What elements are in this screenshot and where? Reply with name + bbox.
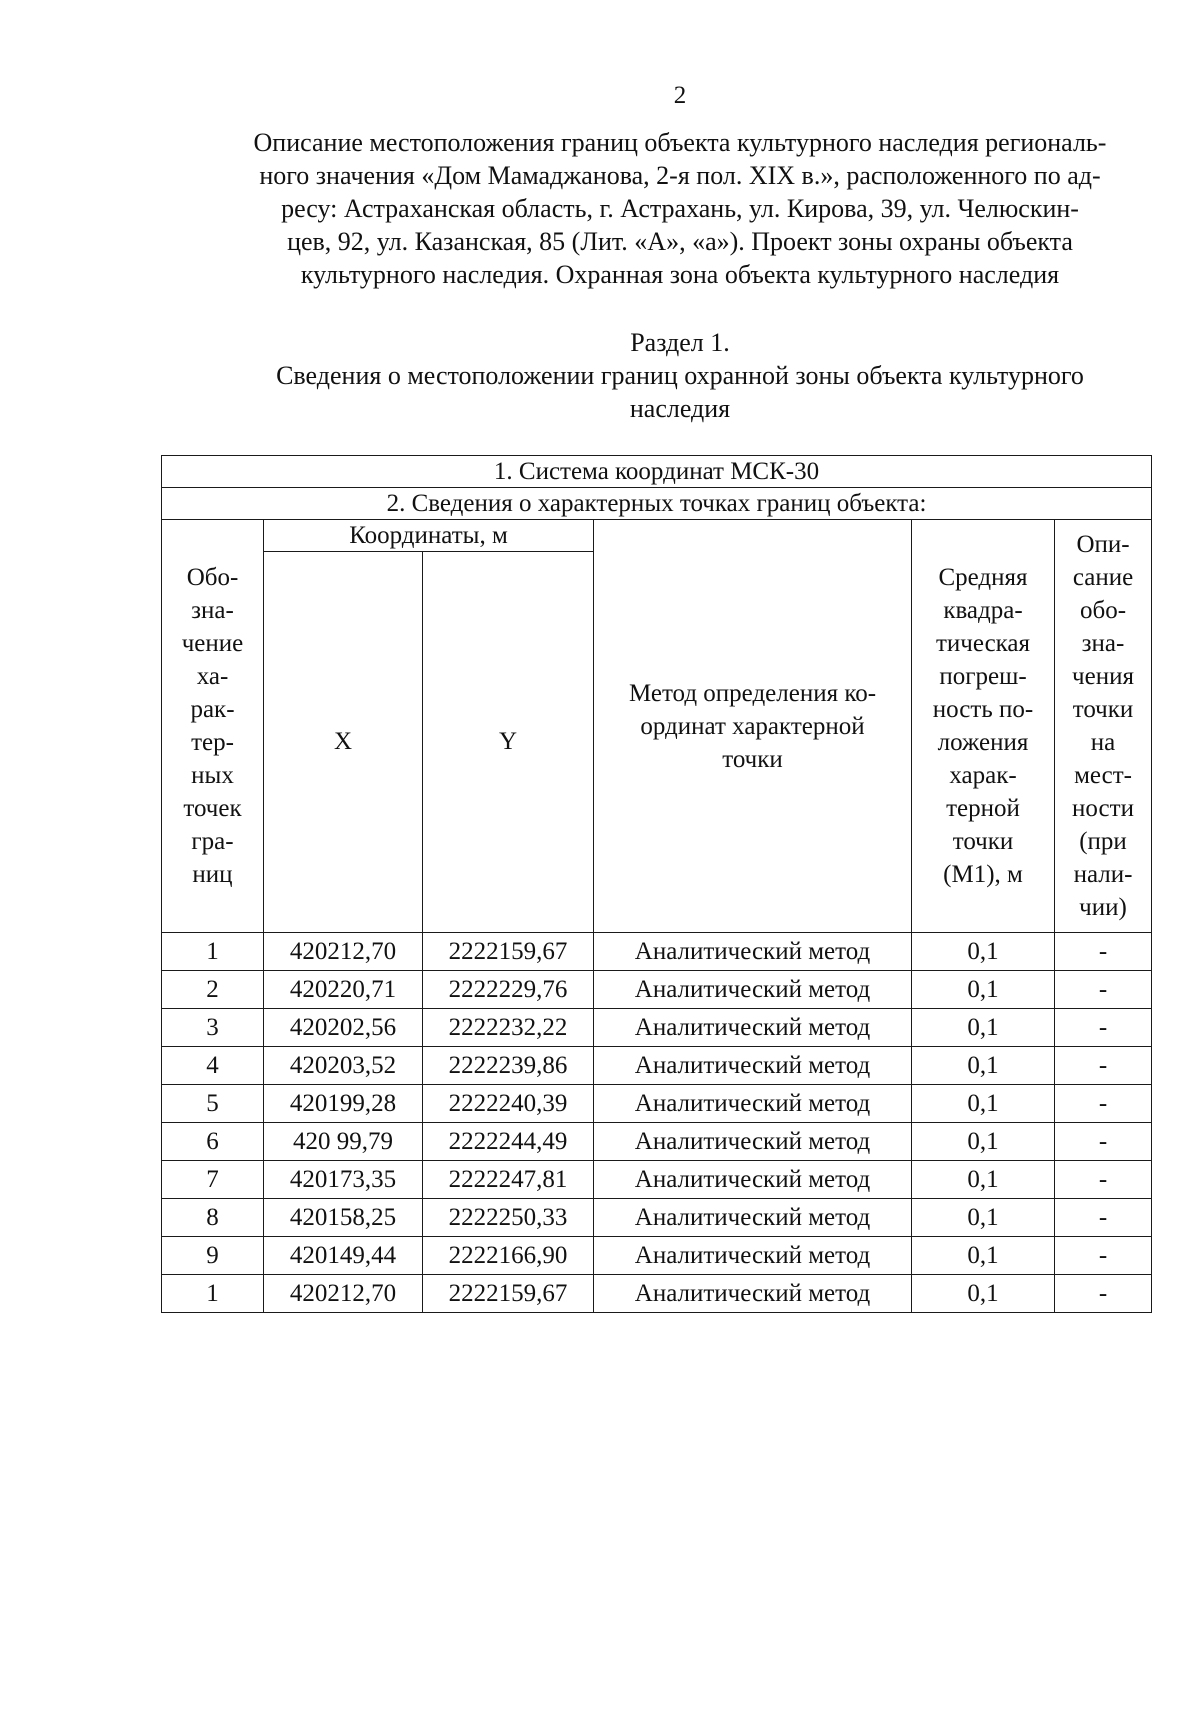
error-header: Средняя квадра- тическая погреш- ность по- ложения харак- терной точки (М1), м [912, 520, 1055, 933]
point-number-cell: 7 [162, 1161, 264, 1199]
error-cell: 0,1 [912, 1237, 1055, 1275]
description-cell: - [1055, 1123, 1152, 1161]
y-coordinate-cell: 2222229,76 [423, 971, 594, 1009]
section-title-line: Сведения о местоположении границ охранной зоны объекта культурного [276, 361, 1084, 390]
method-cell: Аналитический метод [594, 1161, 912, 1199]
y-coordinate-cell: 2222159,67 [423, 1275, 594, 1313]
x-header: X [264, 552, 423, 933]
y-coordinate-cell: 2222239,86 [423, 1047, 594, 1085]
method-cell: Аналитический метод [594, 971, 912, 1009]
document-title [200, 126, 1160, 291]
point-number-cell: 4 [162, 1047, 264, 1085]
point-number-cell: 6 [162, 1123, 264, 1161]
designation-header: Обо- зна- чение ха- рак- тер- ных точек гра- ниц [162, 520, 264, 933]
method-cell: Аналитический метод [594, 1047, 912, 1085]
error-cell: 0,1 [912, 1199, 1055, 1237]
error-cell: 0,1 [912, 1275, 1055, 1313]
x-coordinate-cell: 420220,71 [264, 971, 423, 1009]
section-title-line: наследия [629, 394, 731, 423]
table-row [162, 1237, 1152, 1275]
error-cell: 0,1 [912, 1085, 1055, 1123]
description-cell: - [1055, 933, 1152, 971]
document-title-line: культурного наследия. Охранная зона объекта культурного наследия [300, 260, 1060, 289]
x-coordinate-cell: 420212,70 [264, 933, 423, 971]
description-cell: - [1055, 1199, 1152, 1237]
document-title-line: цев, 92, ул. Казанская, 85 (Лит. «А», «а»). Проект зоны охраны объекта [287, 227, 1073, 256]
table-row [162, 1199, 1152, 1237]
description-header: Опи- сание обо- зна- чения точки на мест- ности (при нали- чии) [1055, 520, 1152, 933]
points-heading-cell: 2. Сведения о характерных точках границ объекта: [162, 488, 1152, 520]
point-number-cell: 1 [162, 1275, 264, 1313]
point-number-cell: 5 [162, 1085, 264, 1123]
point-number-cell: 9 [162, 1237, 264, 1275]
x-coordinate-cell: 420158,25 [264, 1199, 423, 1237]
error-cell: 0,1 [912, 971, 1055, 1009]
section-label: Раздел 1. [630, 328, 730, 357]
x-coordinate-cell: 420199,28 [264, 1085, 423, 1123]
x-coordinate-cell: 420203,52 [264, 1047, 423, 1085]
method-cell: Аналитический метод [594, 1237, 912, 1275]
y-coordinate-cell: 2222250,33 [423, 1199, 594, 1237]
method-cell: Аналитический метод [594, 1199, 912, 1237]
method-cell: Аналитический метод [594, 1123, 912, 1161]
table-row [162, 1009, 1152, 1047]
description-cell: - [1055, 1237, 1152, 1275]
error-cell: 0,1 [912, 1047, 1055, 1085]
description-cell: - [1055, 1047, 1152, 1085]
method-cell: Аналитический метод [594, 1009, 912, 1047]
page-number: 2 [673, 82, 687, 109]
table-row [162, 1161, 1152, 1199]
table-row [162, 933, 1152, 971]
table-row [162, 1275, 1152, 1313]
error-cell: 0,1 [912, 1009, 1055, 1047]
y-coordinate-cell: 2222247,81 [423, 1161, 594, 1199]
y-coordinate-cell: 2222159,67 [423, 933, 594, 971]
x-coordinate-cell: 420149,44 [264, 1237, 423, 1275]
method-cell: Аналитический метод [594, 1085, 912, 1123]
method-cell: Аналитический метод [594, 933, 912, 971]
y-coordinate-cell: 2222244,49 [423, 1123, 594, 1161]
error-cell: 0,1 [912, 1123, 1055, 1161]
description-cell: - [1055, 1275, 1152, 1313]
table-row [162, 971, 1152, 1009]
point-number-cell: 8 [162, 1199, 264, 1237]
y-coordinate-cell: 2222240,39 [423, 1085, 594, 1123]
point-number-cell: 2 [162, 971, 264, 1009]
table-row [162, 1047, 1152, 1085]
error-cell: 0,1 [912, 1161, 1055, 1199]
description-cell: - [1055, 971, 1152, 1009]
document-title-line: ного значения «Дом Мамаджанова, 2-я пол. XIX в.», расположенного по ад- [259, 161, 1101, 190]
y-coordinate-cell: 2222232,22 [423, 1009, 594, 1047]
x-coordinate-cell: 420212,70 [264, 1275, 423, 1313]
x-coordinate-cell: 420 99,79 [264, 1123, 423, 1161]
description-cell: - [1055, 1085, 1152, 1123]
y-coordinate-cell: 2222166,90 [423, 1237, 594, 1275]
point-number-cell: 1 [162, 933, 264, 971]
section-heading [200, 326, 1160, 425]
point-number-cell: 3 [162, 1009, 264, 1047]
document-title-line: Описание местоположения границ объекта культурного наследия региональ- [253, 128, 1107, 157]
x-coordinate-cell: 420202,56 [264, 1009, 423, 1047]
description-cell: - [1055, 1009, 1152, 1047]
boundary-points-table [161, 455, 1152, 1313]
column-header-row [162, 520, 1152, 552]
error-cell: 0,1 [912, 933, 1055, 971]
table-row [162, 1123, 1152, 1161]
points-heading-row [162, 488, 1152, 520]
coordinate-system-cell: 1. Система координат МСК-30 [162, 456, 1152, 488]
document-title-line: ресу: Астраханская область, г. Астрахань, ул. Кирова, 39, ул. Челюскин- [281, 194, 1079, 223]
table-row [162, 1085, 1152, 1123]
method-cell: Аналитический метод [594, 1275, 912, 1313]
coordinates-header: Координаты, м [264, 520, 594, 552]
x-coordinate-cell: 420173,35 [264, 1161, 423, 1199]
method-header: Метод определения ко- ординат характерной точки [594, 520, 912, 933]
coordinate-system-row [162, 456, 1152, 488]
y-header: Y [423, 552, 594, 933]
description-cell: - [1055, 1161, 1152, 1199]
